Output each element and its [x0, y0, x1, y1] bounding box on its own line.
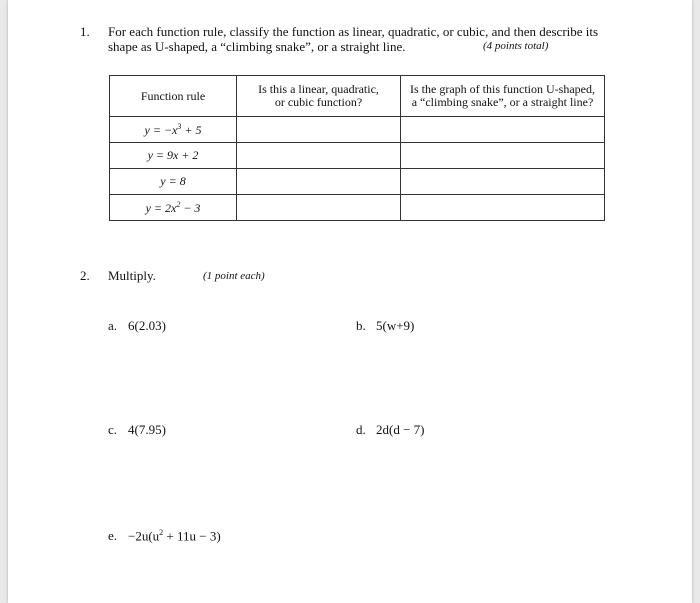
rule-rhs: = 9x + 2: [155, 148, 199, 162]
rule-rhs-tail: − 3: [180, 200, 201, 215]
item-letter: b.: [356, 318, 366, 333]
header-function-rule: Function rule: [110, 76, 237, 117]
header-classification-line2: or cubic function?: [274, 95, 363, 109]
question-1-prompt-line2-text: shape as U-shaped, a “climbing snake”, or a straight line.: [108, 39, 406, 54]
table-row: [110, 169, 605, 195]
worksheet-page: [8, 0, 692, 603]
classification-answer-cell[interactable]: [237, 143, 401, 169]
function-classification-table: [109, 75, 605, 221]
item-letter: a.: [108, 318, 118, 333]
table-row: [110, 143, 605, 169]
header-shape-line1: Is the graph of this function U-shaped,: [410, 82, 595, 96]
table-row: [110, 195, 605, 221]
header-shape: [401, 76, 605, 117]
header-classification-line1: Is this a linear, quadratic,: [258, 82, 379, 96]
shape-answer-cell[interactable]: [401, 117, 605, 143]
question-1-prompt-line2: [108, 39, 668, 55]
shape-answer-cell[interactable]: [401, 169, 605, 195]
item-expression-tail: + 11u − 3): [163, 528, 221, 544]
classification-answer-cell[interactable]: [237, 169, 401, 195]
item-letter: c.: [108, 422, 118, 437]
function-rule-cell: [110, 169, 237, 195]
item-expression: 5(w+9): [376, 318, 415, 333]
table-row: [110, 117, 605, 143]
item-expression: 4(7.95): [128, 422, 166, 437]
rule-rhs: = 8: [168, 174, 186, 188]
rule-lhs: y: [147, 148, 153, 162]
question-1-points: (4 points total): [483, 40, 549, 52]
item-exponent: 2: [159, 528, 164, 537]
multiply-item-d: [356, 422, 425, 438]
shape-answer-cell[interactable]: [401, 195, 605, 221]
question-1-prompt-line1: For each function rule, classify the function as linear, quadratic, or cubic, and then describe its: [108, 24, 599, 39]
rule-lhs: y: [145, 200, 151, 215]
multiply-item-c: [108, 422, 166, 438]
item-expression: 6(2.03): [128, 318, 166, 333]
function-rule-cell: [110, 117, 237, 143]
table-header-row: [110, 76, 605, 117]
function-rule-cell: [110, 143, 237, 169]
multiply-item-a: [108, 318, 166, 334]
classification-answer-cell[interactable]: [237, 195, 401, 221]
function-rule-cell: [110, 195, 237, 221]
multiply-item-b: [356, 318, 414, 334]
rule-exponent: 2: [176, 199, 181, 209]
header-classification: [237, 76, 401, 117]
item-letter: d.: [356, 422, 366, 437]
shape-answer-cell[interactable]: [401, 143, 605, 169]
question-2-prompt: Multiply.: [108, 268, 156, 283]
item-letter: e.: [108, 528, 118, 544]
multiply-item-e: [108, 528, 221, 544]
rule-rhs: = −x: [152, 122, 178, 137]
item-expression: 2d(d − 7): [376, 422, 425, 437]
rule-exponent: 3: [177, 121, 182, 131]
rule-rhs: = 2x: [153, 200, 177, 215]
classification-answer-cell[interactable]: [237, 117, 401, 143]
question-2-number: 2.: [80, 268, 90, 283]
header-shape-line2: a “climbing snake”, or a straight line?: [411, 95, 594, 109]
rule-lhs: y: [160, 174, 166, 188]
question-2-points: (1 point each): [203, 270, 265, 282]
item-expression: −2u(u: [128, 528, 160, 544]
rule-lhs: y: [144, 122, 150, 137]
question-1-number: 1.: [80, 24, 90, 39]
rule-rhs-tail: + 5: [181, 122, 202, 137]
